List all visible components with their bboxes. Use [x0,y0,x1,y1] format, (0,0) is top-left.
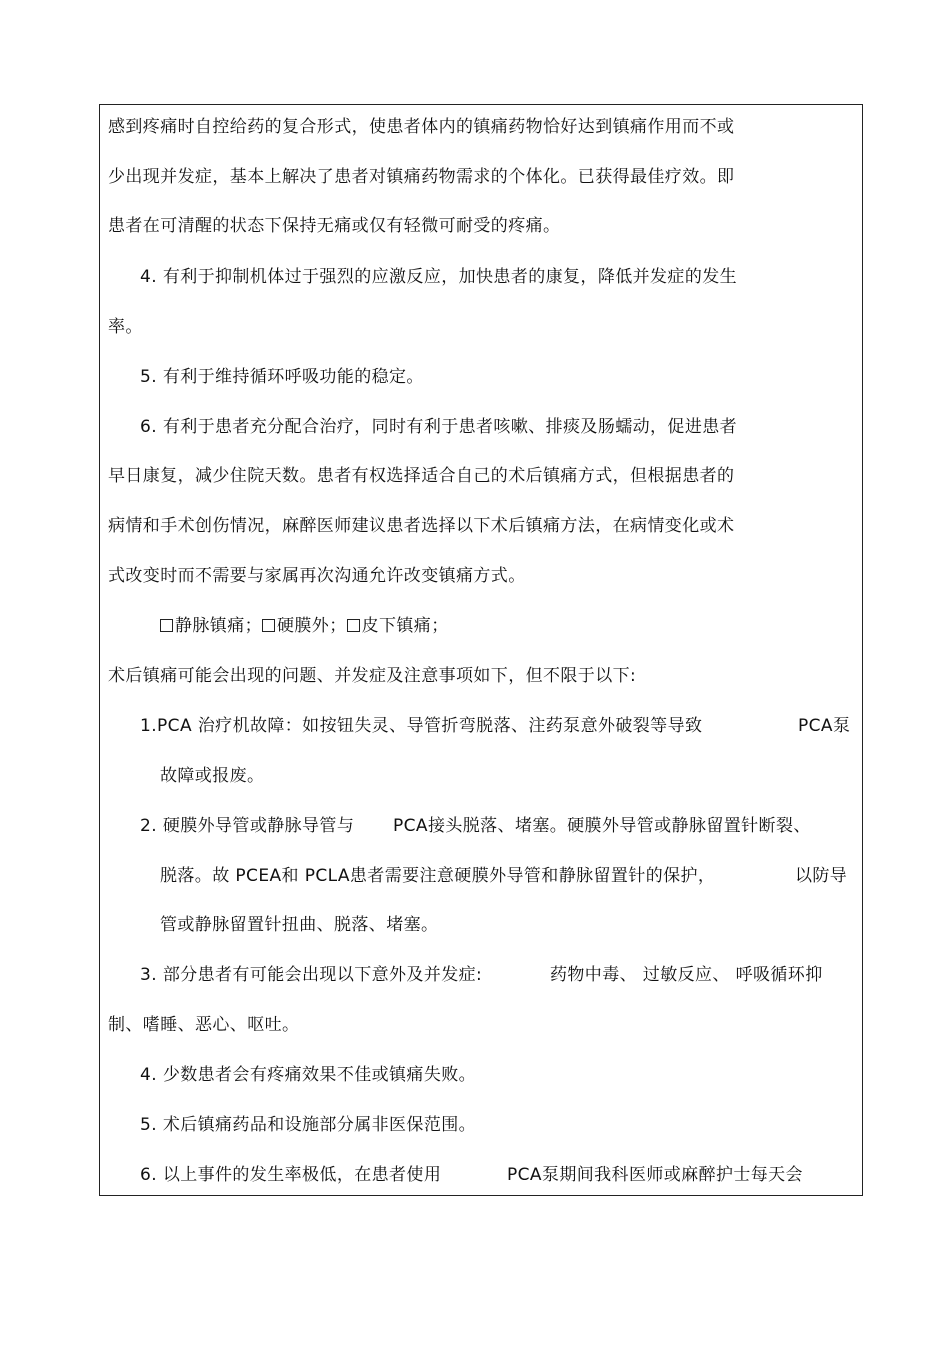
checkbox-icon[interactable] [262,619,275,632]
issues-heading: 术后镇痛可能会出现的问题、并发症及注意事项如下，但不限于以下: [108,666,637,686]
item-1-line-1-tail: PCA泵 [798,716,851,736]
item-2-line-2: 脱落。故 PCEA和 PCLA患者需要注意硬膜外导管和静脉留置针的保护， [160,866,716,886]
item-2-line-3: 管或静脉留置针扭曲、脱落、堵塞。 [160,915,439,935]
text-line: 少出现并发症，基本上解决了患者对镇痛药物需求的个体化。已获得最佳疗效。即 [108,167,735,187]
text-line: 早日康复，减少住院天数。患者有权选择适合自己的术后镇痛方式，但根据患者的 [108,466,735,486]
analgesia-options [160,615,449,637]
item-3-line-2: 制、嗜睡、恶心、呕吐。 [108,1015,300,1035]
text-line: 病情和手术创伤情况，麻醉医师建议患者选择以下术后镇痛方法，在病情变化或术 [108,516,735,536]
text-line: 感到疼痛时自控给药的复合形式，使患者体内的镇痛药物恰好达到镇痛作用而不或 [108,117,735,137]
text-line: 患者在可清醒的状态下保持无痛或仅有轻微可耐受的疼痛。 [108,216,561,236]
option-label: 静脉镇痛； [175,616,262,636]
text-line: 率。 [108,317,143,337]
item-6-line-1-tail: PCA泵期间我科医师或麻醉护士每天会 [507,1165,803,1185]
text-line: 5. 有利于维持循环呼吸功能的稳定。 [140,367,424,387]
item-1-line-2: 故障或报废。 [160,766,265,786]
item-2-line-1-mid: PCA接头脱落、堵塞。硬膜外导管或静脉留置针断裂、 [393,816,811,836]
option-iv-analgesia[interactable] [160,616,262,636]
item-1-line-1: 1.PCA 治疗机故障：如按钮失灵、导管折弯脱落、注药泵意外破裂等导致 [140,716,703,736]
item-5: 5. 术后镇痛药品和设施部分属非医保范围。 [140,1115,477,1135]
option-label: 硬膜外； [277,616,347,636]
item-6-line-1: 6. 以上事件的发生率极低，在患者使用 [140,1165,442,1185]
item-4: 4. 少数患者会有疼痛效果不佳或镇痛失败。 [140,1065,477,1085]
checkbox-icon[interactable] [160,619,173,632]
option-subcutaneous[interactable] [347,616,449,636]
item-2-line-1: 2. 硬膜外导管或静脉导管与 [140,816,355,836]
text-line: 6. 有利于患者充分配合治疗，同时有利于患者咳嗽、排痰及肠蠕动，促进患者 [140,417,738,437]
item-3-line-1-tail: 药物中毒、 过敏反应、 呼吸循环抑 [550,965,823,985]
text-line: 式改变时而不需要与家属再次沟通允许改变镇痛方式。 [108,566,526,586]
option-epidural[interactable] [262,616,347,636]
option-label: 皮下镇痛； [361,616,449,636]
checkbox-icon[interactable] [347,619,360,632]
item-2-line-2-tail: 以防导 [795,866,848,886]
item-3-line-1: 3. 部分患者有可能会出现以下意外及并发症: [140,965,483,985]
text-line: 4. 有利于抑制机体过于强烈的应激反应，加快患者的康复，降低并发症的发生 [140,267,738,287]
